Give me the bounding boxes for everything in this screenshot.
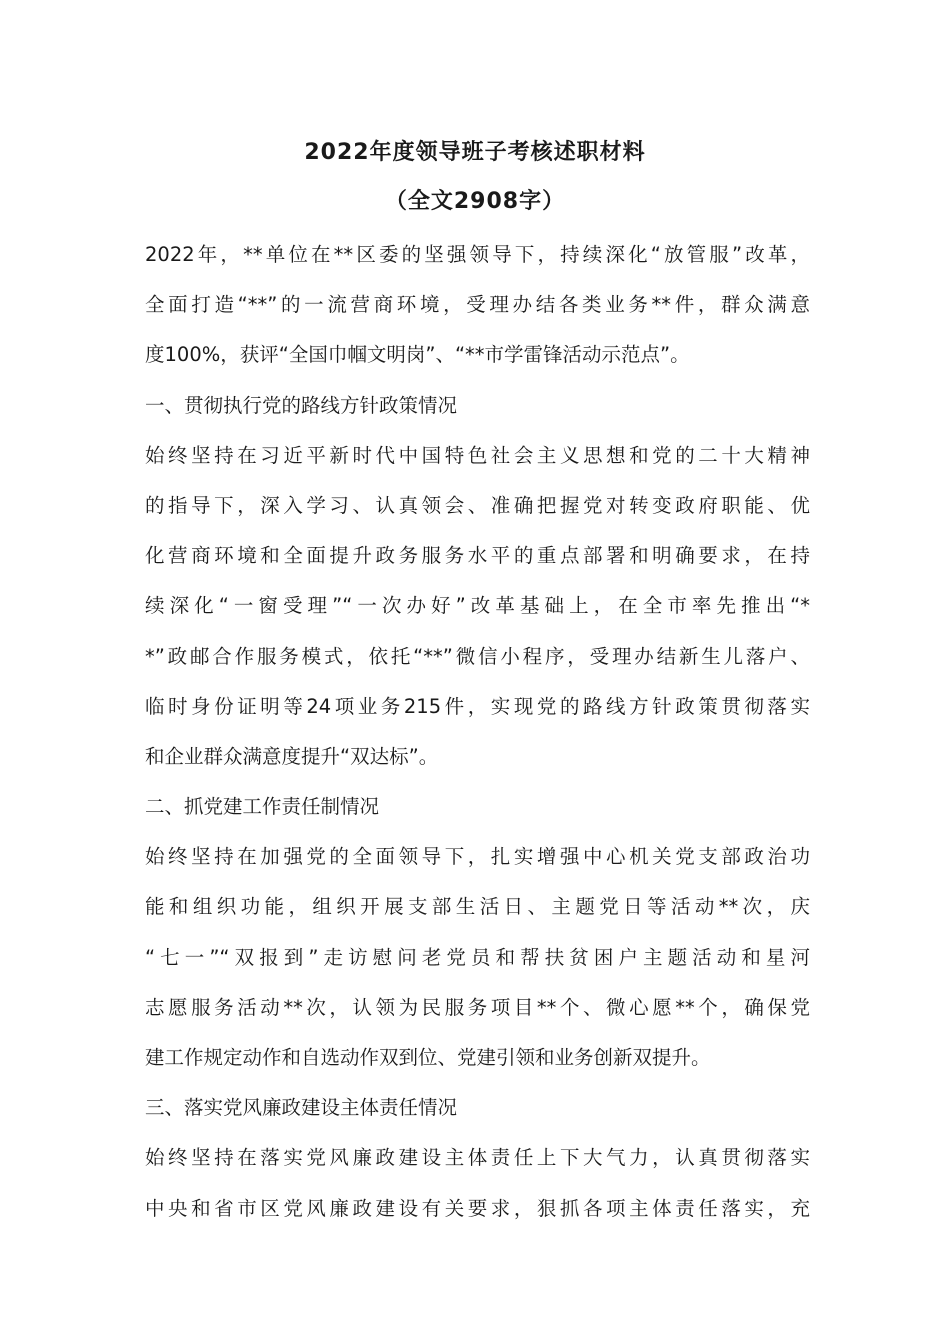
paragraph-line: 度100%，获评“全国巾帼文明岗”、“**市学雷锋活动示范点”。 — [145, 343, 690, 367]
paragraph-line: 始终坚持在加强党的全面领导下，扎实增强中心机关党支部政治功 — [145, 845, 810, 869]
document-subtitle: （全文2908字） — [384, 189, 566, 214]
section-heading-1: 一、贯彻执行党的路线方针政策情况 — [145, 393, 458, 417]
section-3-paragraph — [145, 1133, 810, 1233]
intro-paragraph — [145, 230, 810, 381]
paragraph-line: *”政邮合作服务模式，依托“**”微信小程序，受理办结新生儿落户、 — [145, 644, 810, 668]
paragraph-line: 化营商环境和全面提升政务服务水平的重点部署和明确要求，在持 — [145, 544, 810, 568]
paragraph-line: 中央和省市区党风廉政建设有关要求，狠抓各项主体责任落实，充 — [145, 1196, 810, 1220]
paragraph-line: 全面打造“**”的一流营商环境，受理办结各类业务**件，群众满意 — [145, 293, 810, 317]
section-1-paragraph — [145, 431, 810, 782]
paragraph-line: 临时身份证明等24项业务215件，实现党的路线方针政策贯彻落实 — [145, 694, 810, 718]
paragraph-line: 2022年，**单位在**区委的坚强领导下，持续深化“放管服”改革， — [145, 243, 810, 266]
document-body — [145, 230, 810, 1234]
paragraph-line: 和企业群众满意度提升“双达标”。 — [145, 744, 439, 768]
paragraph-line: 能和组织功能，组织开展支部生活日、主题党日等活动**次，庆 — [145, 895, 810, 919]
paragraph-line: 始终坚持在习近平新时代中国特色社会主义思想和党的二十大精神 — [145, 443, 810, 467]
paragraph-line: 志愿服务活动**次，认领为民服务项目**个、微心愿**个，确保党 — [145, 995, 810, 1019]
paragraph-line: 始终坚持在落实党风廉政建设主体责任上下大气力，认真贯彻落实 — [145, 1146, 810, 1170]
section-2-paragraph — [145, 832, 810, 1083]
paragraph-line: “七一”“双报到”走访慰问老党员和帮扶贫困户主题活动和星河 — [145, 945, 810, 969]
paragraph-line: 的指导下，深入学习、认真领会、准确把握党对转变政府职能、优 — [145, 493, 810, 517]
paragraph-line: 建工作规定动作和自选动作双到位、党建引领和业务创新双提升。 — [145, 1046, 711, 1069]
paragraph-line: 续深化“一窗受理”“一次办好”改革基础上，在全市率先推出“* — [145, 594, 810, 618]
section-heading-2: 二、抓党建工作责任制情况 — [145, 795, 380, 819]
document-title: 2022年度领导班子考核述职材料 — [304, 140, 646, 165]
section-heading-3: 三、落实党风廉政建设主体责任情况 — [145, 1096, 458, 1120]
